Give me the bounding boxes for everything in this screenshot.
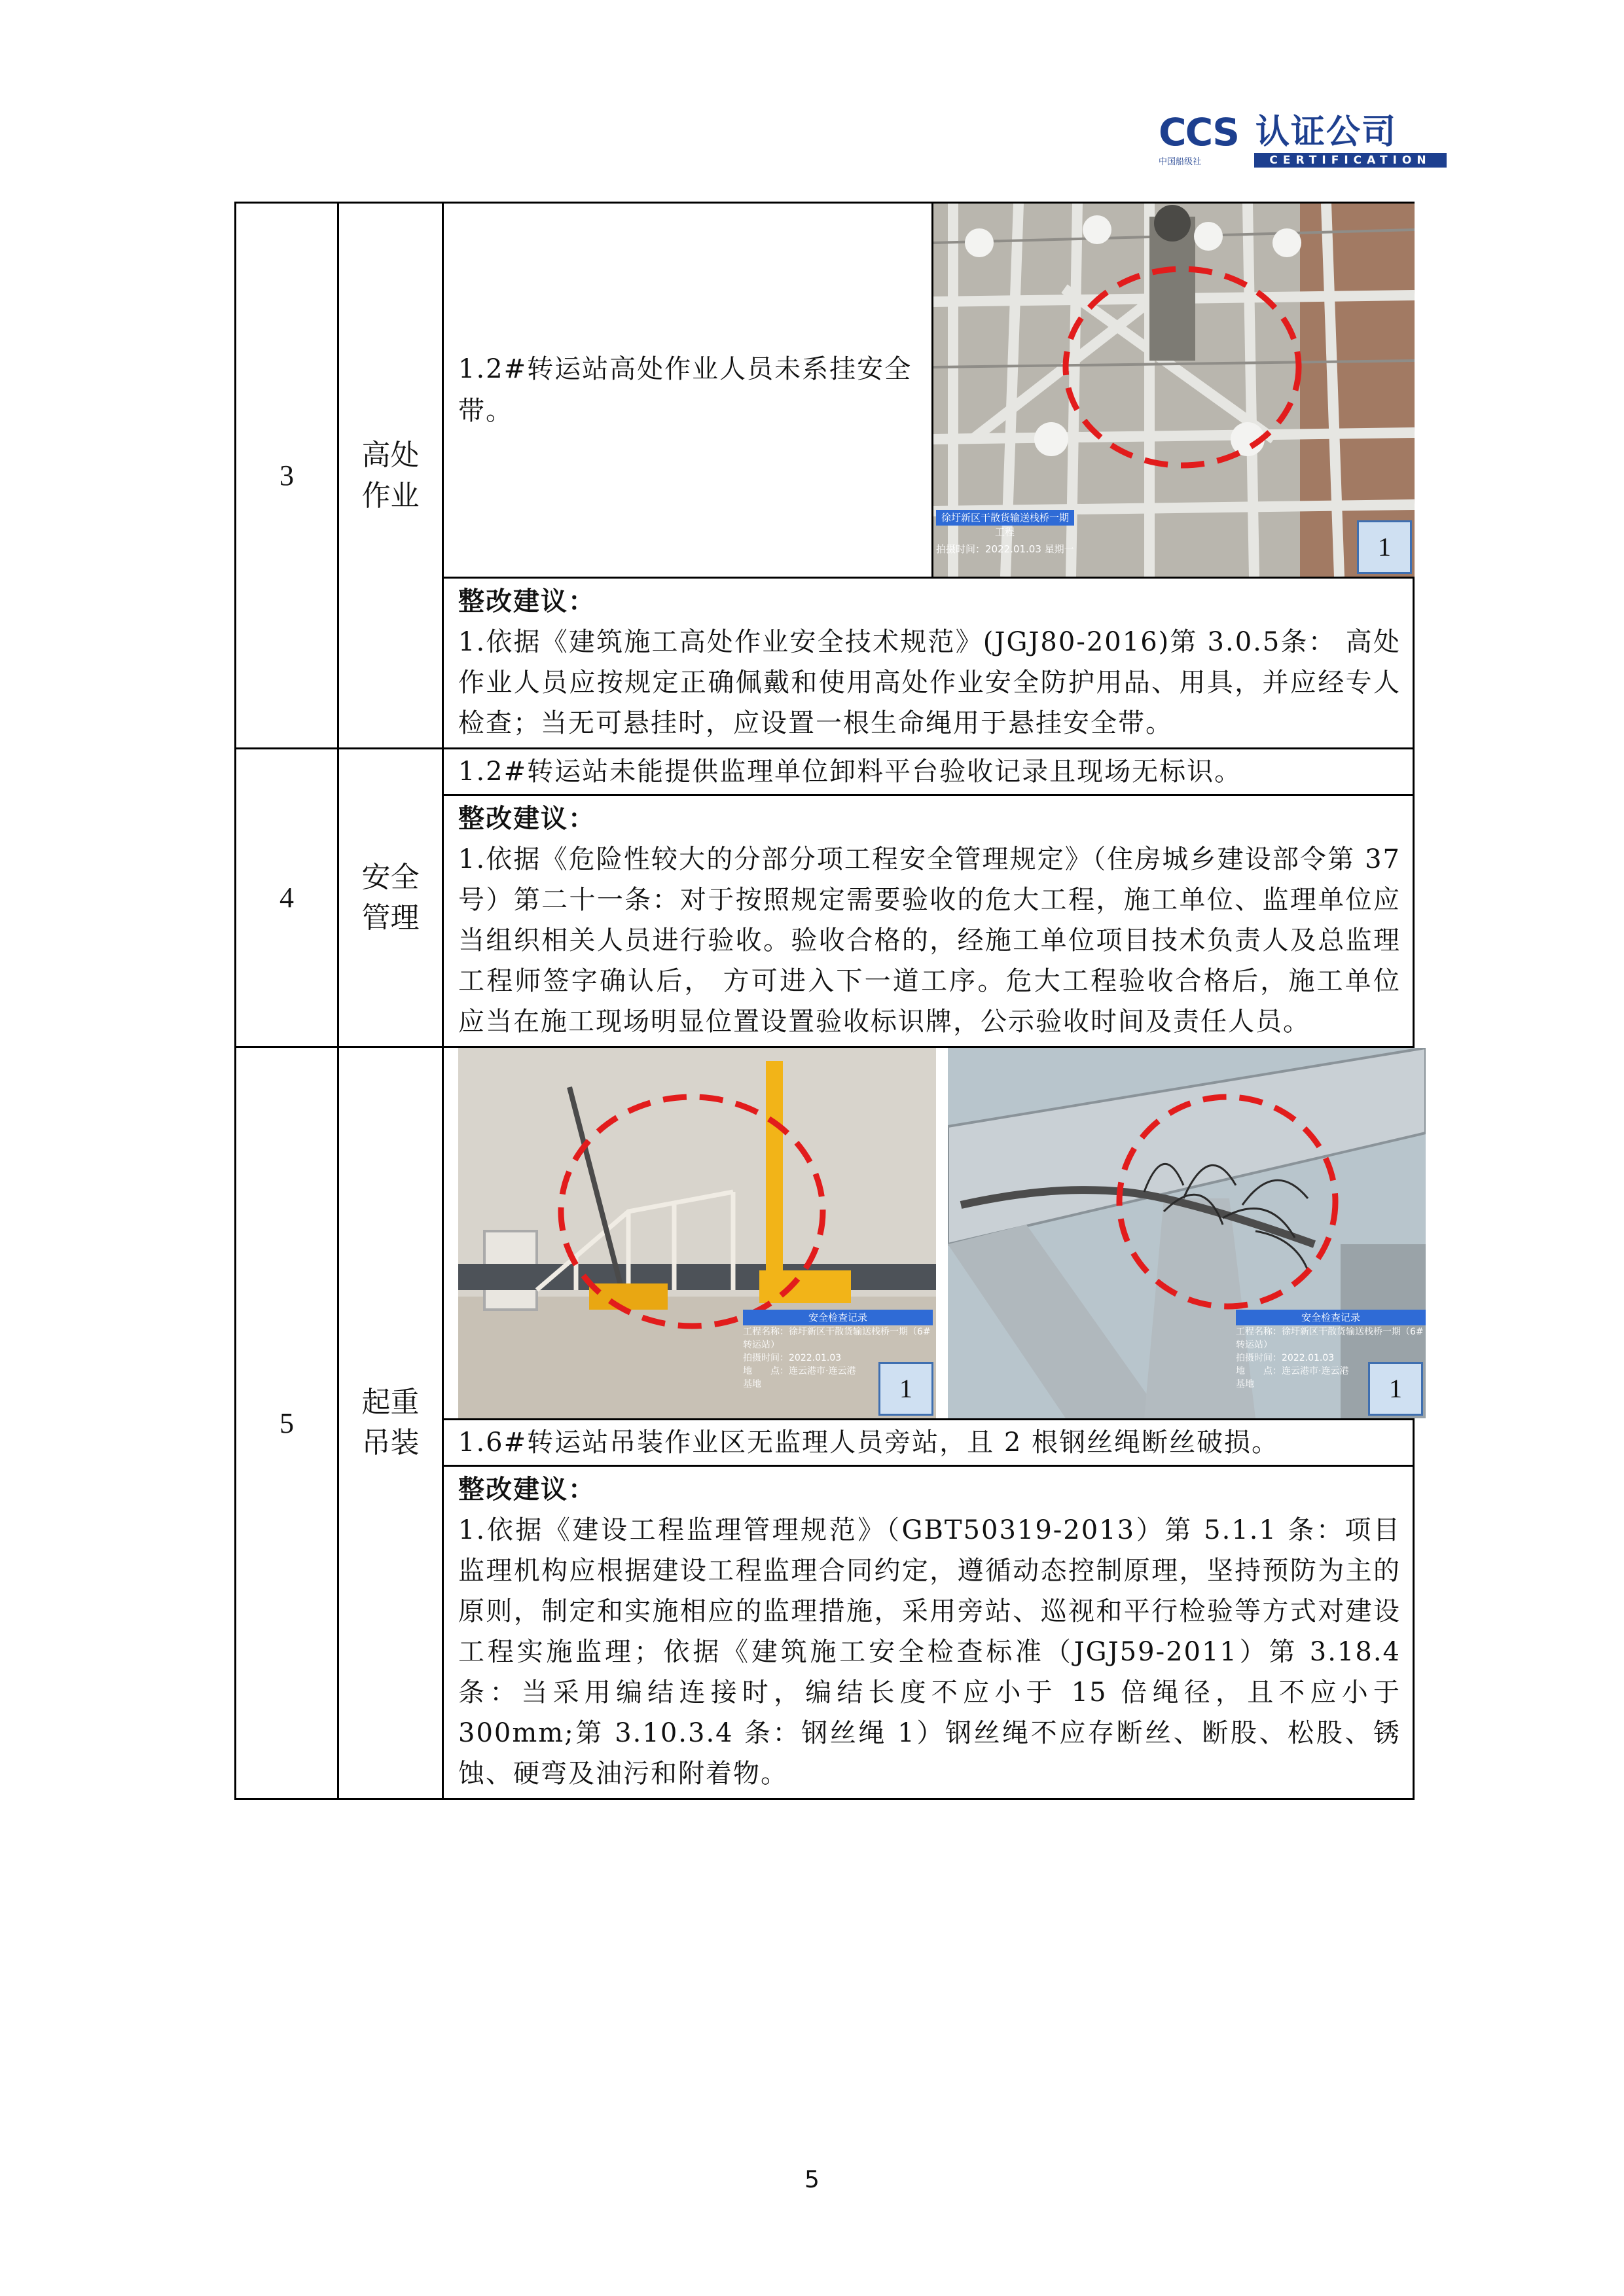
category-cell [338, 203, 443, 749]
page-number: 5 [804, 2166, 820, 2193]
logo-ccs-text: CCS [1159, 110, 1238, 154]
advice-cell [443, 1466, 1414, 1799]
row-number: 3 [236, 203, 338, 749]
advice-cell [443, 795, 1414, 1047]
advice-label: 整改建议： [458, 804, 596, 834]
issue-cell [443, 749, 1414, 795]
table-row-3 [236, 203, 1414, 578]
issue-cell [443, 1420, 1414, 1466]
category-text: 起重 吊装 [361, 1386, 420, 1460]
issue-text: 1.2#转运站高处作业人员未系挂安全带。 [458, 354, 912, 426]
photo-pair [444, 1048, 1424, 1418]
ccs-certification-logo [1159, 111, 1447, 170]
photo-badge: 1 [1357, 520, 1412, 574]
advice-text: 1.依据《危险性较大的分部分项工程安全管理规定》（住房城乡建设部令第 37 号）第二十一条：对于按照规定需要验收的危大工程，施工单位、监理单位应当组织相关人员进行验收。验收合格的，经施工单位项目技术负责人及总监理工程师签字确认后， 方可进入下一道工序。危大工程验收合格后，施工单位应当在施工现场明显位置设置验收标识牌，公示验收时间及责任人员。 [458, 844, 1401, 1037]
advice-text: 1.依据《建筑施工高处作业安全技术规范》(JGJ80-2016)第 3.0.5条： 高处作业人员应按规定正确佩戴和使用高处作业安全防护用品、用具，并应经专人检查；当无可悬挂时，应设置一根生命绳用于悬挂安全带。 [458, 627, 1401, 738]
watermark-time: 拍摄时间：2022.01.03 [1236, 1353, 1335, 1363]
issue-cell [443, 203, 933, 578]
watermark-location: 地 点：连云港市·连云港 [1236, 1366, 1349, 1376]
table-row-5 [236, 1047, 1414, 1420]
watermark-time: 拍摄时间：2022.01.03 [743, 1353, 842, 1363]
category-text: 高处 作业 [361, 438, 420, 512]
watermark-base: 基地 [1236, 1379, 1254, 1390]
watermark-base: 基地 [743, 1379, 761, 1390]
issue-text: 1.2#转运站未能提供监理单位卸料平台验收记录且现场无标识。 [458, 757, 1242, 787]
inspection-table [234, 202, 1424, 1800]
photo-crane-lifting [458, 1048, 936, 1418]
photo-cell [933, 203, 1414, 578]
watermark-project-2: 工程 [995, 526, 1015, 538]
watermark-location: 地 点：连云港市·连云港 [743, 1366, 856, 1376]
watermark-time: 拍摄时间：2022.01.03 星期一 [936, 543, 1074, 555]
category-cell [338, 749, 443, 1047]
photo-worker-scaffold [933, 204, 1415, 577]
logo-chinese-text: 认证公司 [1255, 113, 1398, 152]
advice-label: 整改建议： [458, 586, 596, 617]
photo-broken-wire-rope [948, 1048, 1426, 1418]
watermark-title: 安全检查记录 [1236, 1310, 1426, 1325]
row-number: 4 [236, 749, 338, 1047]
photo-watermark [936, 510, 1172, 556]
advice-text: 1.依据《建设工程监理管理规范》（GBT50319-2013）第 5.1.1 条：项目监理机构应根据建设工程监理合同约定，遵循动态控制原理，坚持预防为主的原则，制定和实施相应的监理措施，采用旁站、巡视和平行检验等方式对建设工程实施监理；依据《建筑施工安全检查标准（JGJ59-2011）第 3.18.4 条：当采用编结连接时，编结长度不应小于 15 倍绳径，且不应小于 300mm;第 3.10.3.4 条：钢丝绳 1）钢丝绳不应存断丝、断股、松股、锈蚀、硬弯及油污和附着物。 [458, 1515, 1401, 1789]
category-cell [338, 1047, 443, 1799]
category-text: 安全 管理 [361, 860, 420, 935]
watermark-title: 安全检查记录 [743, 1310, 933, 1325]
photo-badge: 1 [878, 1362, 933, 1416]
table-row-4 [236, 749, 1414, 795]
watermark-project: 徐圩新区干散货输送栈桥一期 [936, 510, 1074, 526]
photo-badge: 1 [1368, 1362, 1423, 1416]
issue-text: 1.6#转运站吊装作业区无监理人员旁站，且 2 根钢丝绳断丝破损。 [458, 1427, 1280, 1458]
advice-cell [443, 578, 1414, 749]
logo-subtitle: 中国船级社 [1159, 157, 1202, 167]
logo-certification-bar: CERTIFICATION [1254, 153, 1447, 168]
watermark-project: 工程名称：徐圩新区干散货输送栈桥一期（6#转运站） [743, 1327, 931, 1350]
watermark-project: 工程名称：徐圩新区干散货输送栈桥一期（6#转运站） [1236, 1327, 1424, 1350]
row-number: 5 [236, 1047, 338, 1799]
photo-cell [443, 1047, 1424, 1420]
advice-label: 整改建议： [458, 1475, 596, 1505]
